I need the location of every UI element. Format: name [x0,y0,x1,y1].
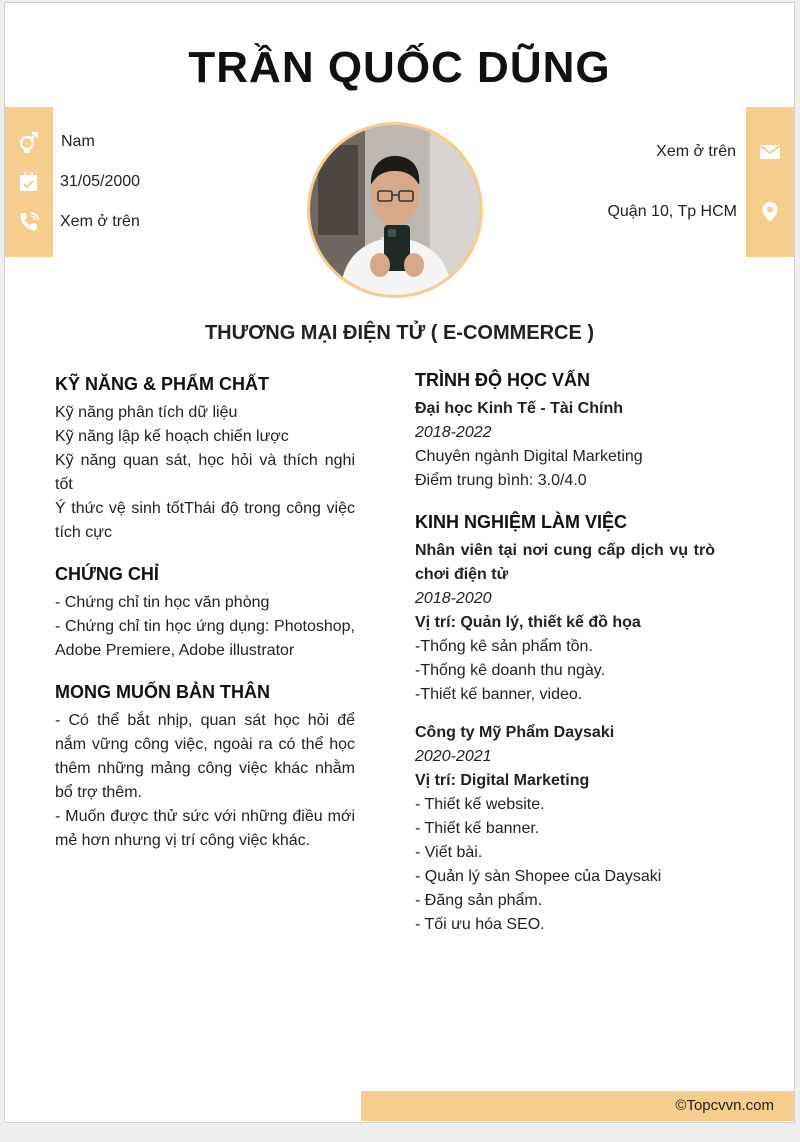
certificates-heading: CHỨNG CHỈ [55,564,159,584]
education-period: 2018-2022 [415,424,492,441]
email-icon [758,140,782,164]
school-name: Đại học Kinh Tế - Tài Chính [415,400,623,417]
avatar [307,122,483,298]
job-company: Nhân viên tại nơi cung cấp dịch vụ trò chơi điện tử [415,542,715,583]
location-icon [758,200,782,224]
education-heading: TRÌNH ĐỘ HỌC VẤN [415,370,590,390]
gender-icon [17,130,41,154]
address-value: Quận 10, Tp HCM [607,203,737,220]
right-column [415,367,715,953]
skill-item: Kỹ năng lập kế hoạch chiến lược [55,428,289,445]
job-role: Vị trí: Digital Marketing [415,772,590,789]
avatar-photo [310,125,480,295]
education-section [415,367,715,493]
goal-item: - Muốn được thử sức với những điều mới mẻ hơn nhưng vị trí công việc khác. [55,808,355,849]
skill-item: Ý thức vệ sinh tốtThái độ trong công việc tích cực [55,500,355,541]
experience-heading: KINH NGHIỆM LÀM VIỆC [415,512,628,532]
footer-bar [361,1091,795,1121]
cv-page [4,2,795,1123]
left-contact-bar [5,107,53,257]
job-period: 2020-2021 [415,748,492,765]
email-value: Xem ở trên [656,143,736,160]
job-duty: - Thiết kế website. [415,796,545,813]
goal-item: - Có thể bắt nhịp, quan sát học hỏi để nắm vững công việc, ngoài ra có thể học thêm những mảng công việc khác nhằm bổ trợ thêm. [55,712,355,801]
left-column [55,371,355,869]
job-entry [415,721,715,937]
job-role: Vị trí: Quản lý, thiết kế đồ họa [415,614,641,631]
job-company: Công ty Mỹ Phẩm Daysaki [415,724,615,741]
job-duty: -Thống kê doanh thu ngày. [415,662,606,679]
job-duty: - Viết bài. [415,844,483,861]
education-gpa: Điểm trung bình: 3.0/4.0 [415,472,587,489]
skill-item: Kỹ năng phân tích dữ liệu [55,404,238,421]
skills-section [55,371,355,545]
certificates-section [55,561,355,663]
candidate-name: TRẦN QUỐC DŨNG [188,43,611,92]
job-title: THƯƠNG MẠI ĐIỆN TỬ ( E-COMMERCE ) [204,322,595,344]
certificate-item: - Chứng chỉ tin học ứng dụng: Photoshop, Adobe Premiere, Adobe illustrator [55,618,355,659]
skill-item: Kỹ năng quan sát, học hỏi và thích nghi tốt [55,452,355,493]
phone-icon [17,210,41,234]
certificate-item: - Chứng chỉ tin học văn phòng [55,594,270,611]
education-major: Chuyên ngành Digital Marketing [415,448,643,465]
footer-credit: ©Topcvvn.com [675,1097,774,1114]
job-duty: - Tối ưu hóa SEO. [415,916,545,933]
birthdate-value: 31/05/2000 [60,173,141,190]
right-contact-bar [746,107,794,257]
job-duty: - Thiết kế banner. [415,820,540,837]
job-duty: - Quản lý sàn Shopee của Daysaki [415,868,662,885]
job-duty: -Thiết kế banner, video. [415,686,583,703]
skills-heading: KỸ NĂNG & PHẨM CHẤT [55,374,269,394]
job-duty: - Đăng sản phẩm. [415,892,543,909]
job-duty: -Thống kê sản phẩm tồn. [415,638,593,655]
job-period: 2018-2020 [415,590,492,607]
goals-heading: MONG MUỐN BẢN THÂN [55,682,270,702]
calendar-icon [17,170,41,194]
phone-value: Xem ở trên [60,213,140,230]
goals-section [55,679,355,853]
experience-section [415,509,715,937]
gender-value: Nam [61,133,95,150]
job-entry [415,539,715,707]
